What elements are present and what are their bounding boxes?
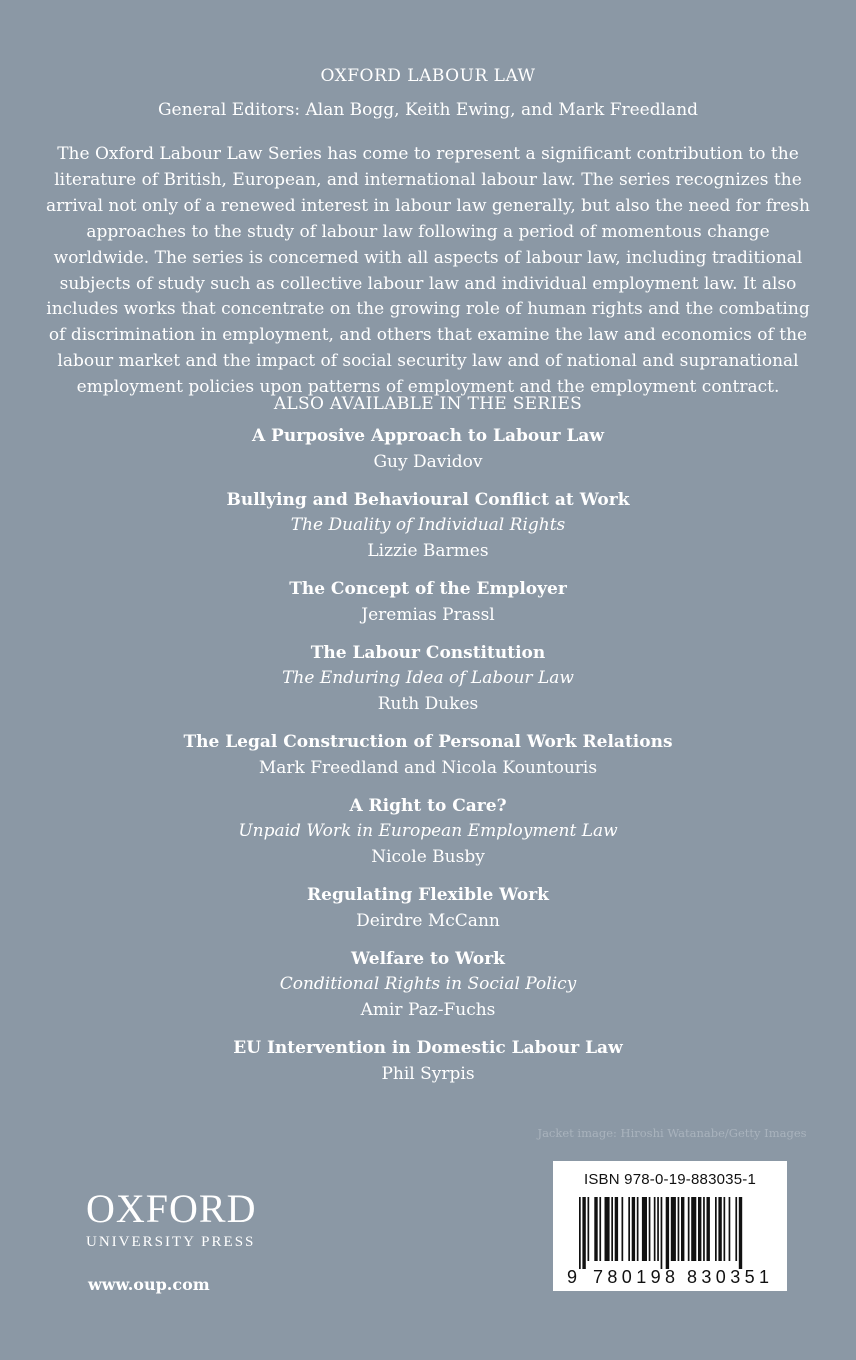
publisher-website: www.oup.com	[88, 1275, 210, 1294]
book-title: EU Intervention in Domestic Labour Law	[233, 1037, 623, 1058]
barcode-bar	[729, 1197, 731, 1261]
book-subtitle: Conditional Rights in Social Policy	[279, 974, 577, 995]
barcode-bar	[739, 1197, 742, 1269]
book-title: Bullying and Behavioural Conflict at Work	[226, 489, 630, 510]
book-title: Regulating Flexible Work	[307, 884, 549, 905]
book-author: Amir Paz-Fuchs	[360, 1000, 496, 1021]
isbn-label: ISBN 978-0-19-883035-1	[583, 1171, 756, 1188]
barcode-bar	[718, 1197, 721, 1261]
book-subtitle: The Duality of Individual Rights	[290, 515, 566, 536]
book-title: The Concept of the Employer	[289, 578, 567, 599]
barcode-bar	[582, 1197, 585, 1269]
barcode-bar	[642, 1197, 647, 1261]
barcode-bar	[666, 1197, 669, 1269]
book-title: The Labour Constitution	[310, 642, 546, 663]
barcode-bar	[703, 1197, 705, 1261]
barcode-bar	[605, 1197, 610, 1261]
book-entry	[0, 641, 856, 718]
book-author: Lizzie Barmes	[367, 541, 489, 562]
barcode-bar	[588, 1197, 590, 1261]
series-description: The Oxford Labour Law Series has come to represent a significant contribution to the literature of British, European, and international labour law. The series recognizes the arrival not only of a renewed interest in labour law generally, but also the need for fresh approaches to the study of labour law following a period of momentous change worldwide. The series is concerned with all aspects of labour law, including traditional subjects of study such as collective labour law and individual employment law. It also includes works that concentrate on the growing role of human rights and the combating of discrimination in employment, and others that examine the law and economics of the labour market and the impact of social security law and of national and supranational employment policies upon patterns of employment and the employment contract.	[46, 144, 810, 398]
book-entry	[0, 1036, 856, 1088]
jacket-image-credit: Jacket image: Hiroshi Watanabe/Getty Images	[537, 1126, 807, 1140]
book-author: Nicole Busby	[371, 847, 485, 868]
book-subtitle: Unpaid Work in European Employment Law	[238, 821, 618, 842]
series-title: OXFORD LABOUR LAW	[320, 66, 536, 86]
barcode-bar	[632, 1197, 635, 1261]
book-list	[0, 424, 856, 1100]
barcode-bar	[579, 1197, 581, 1269]
barcode-bar	[724, 1197, 726, 1261]
book-title: A Right to Care?	[349, 795, 507, 816]
book-author: Deirdre McCann	[356, 910, 500, 931]
barcode-bars	[553, 1161, 787, 1291]
book-entry	[0, 883, 856, 935]
book-entry	[0, 424, 856, 476]
barcode-bar	[654, 1197, 656, 1261]
barcode-bar	[615, 1197, 618, 1261]
book-author: Mark Freedland and Nicola Kountouris	[258, 757, 598, 778]
barcode-bar	[637, 1197, 639, 1261]
book-title: A Purposive Approach to Labour Law	[251, 426, 605, 446]
book-author: Phil Syrpis	[381, 1063, 475, 1084]
book-title: Welfare to Work	[351, 948, 505, 969]
barcode-bar	[678, 1197, 680, 1261]
barcode-bar	[681, 1197, 684, 1261]
barcode-right-digits: 830351	[687, 1267, 769, 1287]
barcode-lead-digit: 9	[567, 1267, 578, 1287]
book-entry	[0, 730, 856, 782]
oxford-university-press-logo	[86, 1186, 286, 1252]
isbn-barcode	[553, 1161, 787, 1291]
book-entry	[0, 947, 856, 1024]
general-editors: General Editors: Alan Bogg, Keith Ewing, and Mark Freedland	[157, 100, 699, 120]
oxford-wordmark: OXFORD	[86, 1186, 257, 1231]
book-entry	[0, 794, 856, 871]
book-author: Guy Davidov	[373, 451, 483, 472]
barcode-left-digits: 780198	[593, 1267, 675, 1287]
barcode-bar	[628, 1197, 630, 1261]
barcode-bar	[688, 1197, 690, 1261]
book-subtitle: The Enduring Idea of Labour Law	[282, 668, 574, 689]
barcode-bar	[611, 1197, 613, 1261]
barcode-bar	[691, 1197, 696, 1261]
barcode-bar	[657, 1197, 659, 1261]
barcode-bar	[735, 1197, 737, 1261]
book-title: The Legal Construction of Personal Work Relations	[183, 731, 673, 752]
also-available-heading: ALSO AVAILABLE IN THE SERIES	[273, 394, 583, 414]
book-entry	[0, 577, 856, 629]
barcode-bar	[715, 1197, 717, 1261]
book-author: Jeremias Prassl	[361, 604, 495, 625]
barcode-bar	[622, 1197, 624, 1261]
book-entry	[0, 488, 856, 565]
barcode-bar	[671, 1197, 676, 1261]
barcode-bar	[594, 1197, 597, 1261]
barcode-bar	[661, 1197, 663, 1269]
barcode-bar	[698, 1197, 701, 1261]
book-author: Ruth Dukes	[377, 694, 479, 715]
university-press-wordmark: UNIVERSITY PRESS	[86, 1234, 256, 1250]
barcode-bar	[599, 1197, 601, 1261]
barcode-bar	[707, 1197, 710, 1261]
barcode-bar	[649, 1197, 651, 1261]
